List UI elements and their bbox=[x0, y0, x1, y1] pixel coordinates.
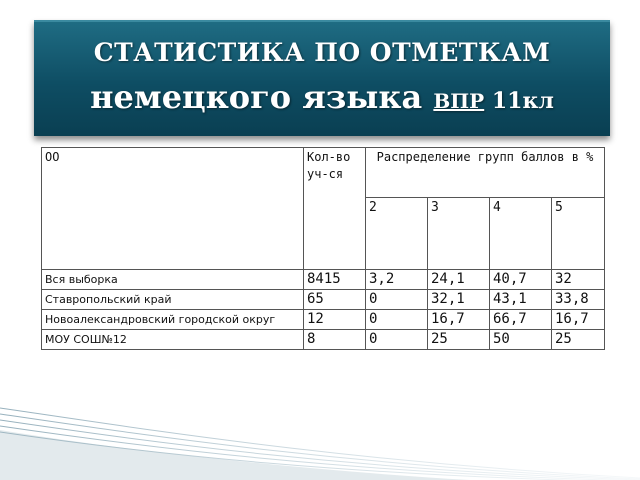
row-grade-2: 0 bbox=[366, 330, 428, 350]
row-count: 8 bbox=[304, 330, 366, 350]
statistics-table bbox=[41, 147, 605, 350]
row-grade-3: 32,1 bbox=[428, 290, 490, 310]
table-row bbox=[42, 290, 605, 310]
row-grade-4: 66,7 bbox=[490, 310, 552, 330]
row-grade-4: 43,1 bbox=[490, 290, 552, 310]
row-grade-5: 32 bbox=[552, 270, 605, 290]
table-row bbox=[42, 310, 605, 330]
row-count: 8415 bbox=[304, 270, 366, 290]
grade-5-header: 5 bbox=[552, 198, 605, 270]
row-grade-3: 24,1 bbox=[428, 270, 490, 290]
grade-3-header: 3 bbox=[428, 198, 490, 270]
row-grade-3: 25 bbox=[428, 330, 490, 350]
row-label: Новоалександровский городской округ bbox=[42, 310, 304, 330]
row-grade-2: 3,2 bbox=[366, 270, 428, 290]
header-distribution: Распределение групп баллов в % bbox=[366, 148, 605, 198]
row-label: Ставропольский край bbox=[42, 290, 304, 310]
title-grade: 11кл bbox=[484, 88, 554, 114]
row-grade-3: 16,7 bbox=[428, 310, 490, 330]
row-grade-5: 25 bbox=[552, 330, 605, 350]
row-count: 65 bbox=[304, 290, 366, 310]
row-label: МОУ СОШ№12 bbox=[42, 330, 304, 350]
table-row bbox=[42, 330, 605, 350]
header-oo: ОО bbox=[42, 148, 304, 270]
row-label: Вся выборка bbox=[42, 270, 304, 290]
title-line-1: СТАТИСТИКА ПО ОТМЕТКАМ bbox=[93, 38, 551, 67]
table-row bbox=[42, 270, 605, 290]
row-grade-5: 16,7 bbox=[552, 310, 605, 330]
decorative-stripes bbox=[0, 400, 640, 480]
row-grade-4: 40,7 bbox=[490, 270, 552, 290]
row-grade-5: 33,8 bbox=[552, 290, 605, 310]
title-subject: немецкого языка bbox=[90, 78, 434, 116]
row-grade-2: 0 bbox=[366, 310, 428, 330]
row-grade-4: 50 bbox=[490, 330, 552, 350]
title-banner bbox=[34, 20, 610, 136]
row-count: 12 bbox=[304, 310, 366, 330]
grade-4-header: 4 bbox=[490, 198, 552, 270]
grade-2-header: 2 bbox=[366, 198, 428, 270]
title-vpr: ВПР bbox=[433, 89, 485, 113]
header-row bbox=[42, 148, 605, 198]
row-grade-2: 0 bbox=[366, 290, 428, 310]
header-count: Кол-во уч-ся bbox=[304, 148, 366, 270]
title-line-2 bbox=[34, 78, 610, 116]
